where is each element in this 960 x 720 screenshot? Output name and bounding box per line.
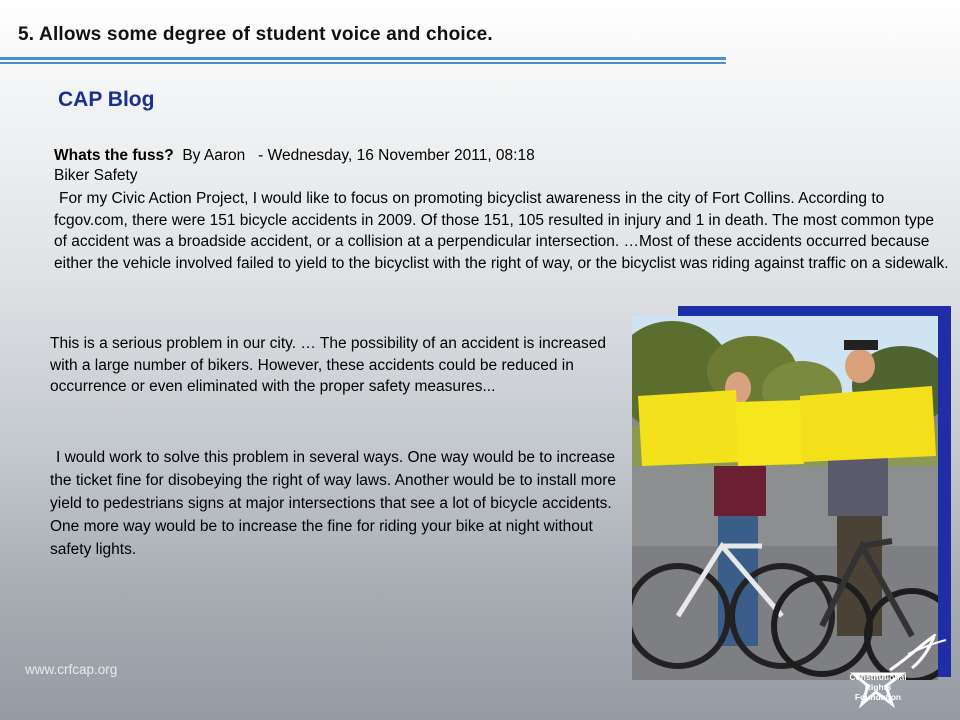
blog-title: CAP Blog xyxy=(58,88,155,111)
heading-rule xyxy=(0,57,726,60)
post-paragraph-1: For my Civic Action Project, I would like to focus on promoting bicyclist awareness in the city of Fort Collins. According to fcgov.com, there were 151 bicycle accidents in 2009. Of those 151, 105 resulted in injury and 1 in death. The most common type of accident was a broadside accident, or a collision at a perpendicular intersection. …Most of these accidents occurred because either the vehicle involved failed to yield to the bicyclist with the right of way, or the bicyclist was riding against traffic on a sidewalk. xyxy=(54,190,949,272)
post-paragraph-2: This is a serious problem in our city. … The possibility of an accident is increased with a large number of bikers. However, these accidents could be reduced in occurrence or even eliminated with the proper safety measures... xyxy=(50,335,606,396)
crf-logo-text xyxy=(818,672,938,702)
post-header xyxy=(54,145,535,166)
students-bike-photo xyxy=(632,316,938,680)
post-byline: By Aaron - Wednesday, 16 November 2011, 08:18 xyxy=(173,147,535,164)
footer-url[interactable]: www.crfcap.org xyxy=(25,662,118,677)
slide-heading: 5. Allows some degree of student voice and choice. xyxy=(18,24,493,45)
post-subject: Whats the fuss? xyxy=(54,147,174,164)
post-paragraph-3: I would work to solve this problem in several ways. One way would be to increase the ticket fine for disobeying the right of way laws. Another would be to install more yield to pedestrians signs at major intersections that see a lot of bicycle accidents. One more way would be to increase the fine for riding your bike at night without safety lights. xyxy=(50,449,617,558)
post-subtitle: Biker Safety xyxy=(54,167,138,184)
logo-line-1: Constitutional xyxy=(849,672,907,682)
logo-line-2: Rights xyxy=(864,682,892,692)
heading-rule-thin xyxy=(0,62,726,64)
logo-line-3: Foundation xyxy=(854,692,902,702)
